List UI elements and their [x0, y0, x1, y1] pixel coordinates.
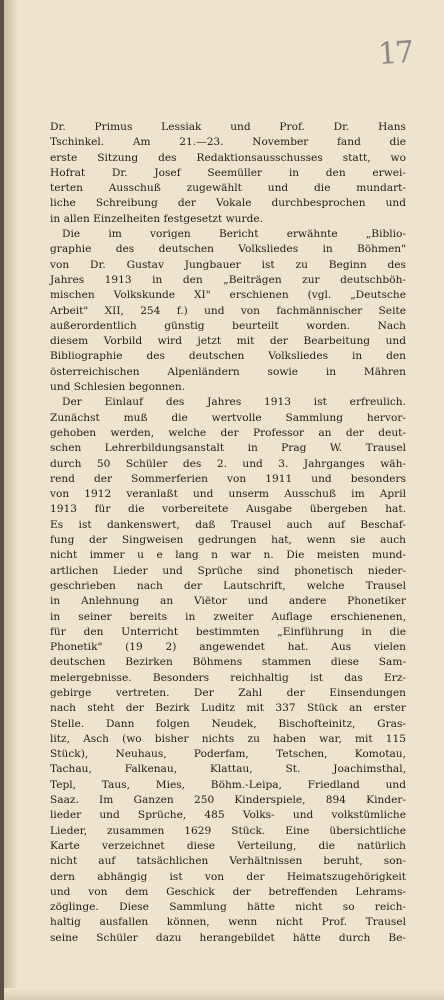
text-line: von 1912 veranlaßt und unserm Ausschuß im April [50, 488, 406, 501]
text-line: von Dr. Gustav Jungbauer ist zu Beginn des [50, 258, 406, 271]
text-line: schen Lehrerbildungsanstalt in Prag W. Trausel [50, 442, 406, 455]
text-line: österreichischen Alpenländern sowie in Mähren [50, 365, 406, 378]
text-line: Jahres 1913 in den „Beiträgen zur deutschböh- [50, 273, 406, 286]
text-line: haltig ausfallen können, wenn nicht Prof. Trausel [50, 916, 406, 929]
text-line: mischen Volkskunde XI" erschienen (vgl. „Deutsche [50, 289, 406, 302]
text-line: gehoben werden, welche der Professor an der deut- [50, 426, 406, 439]
text-line: Hofrat Dr. Josef Seemüller in den erwei- [50, 166, 406, 179]
page-number: 17 [376, 34, 414, 73]
text-line: in seiner bereits in zweiter Auflage erschienenen, [50, 610, 406, 623]
text-line: Lieder, zusammen 1629 Stück. Eine übersichtliche [50, 824, 406, 837]
text-line: und Schlesien begonnen. [50, 381, 186, 394]
text-line: litz, Asch (wo bisher nichts zu haben war, mit 115 [50, 732, 406, 745]
text-line: und von dem Geschick der betreffenden Lehrams- [50, 885, 406, 898]
text-line: Tschinkel. Am 21.—23. November fand die [50, 136, 406, 149]
text-line: seine Schüler dazu herangebildet hätte durch Be- [50, 931, 406, 944]
text-line: gebirge vertreten. Der Zahl der Einsendungen [50, 686, 406, 699]
text-line: Phonetik" (19 2) angewendet hat. Aus vielen [50, 641, 406, 654]
text-line: Saaz. Im Ganzen 250 Kinderspiele, 894 Kinder- [50, 794, 406, 807]
text-line: fung der Singweisen gedrungen hat, wenn sie auch [50, 534, 406, 547]
text-line: rend der Sommerferien von 1911 und besonders [50, 472, 406, 485]
text-line: in Anlehnung an Viëtor und andere Phonetiker [50, 595, 406, 608]
body-text [50, 120, 406, 946]
text-line: erste Sitzung des Redaktionsausschusses statt, wo [50, 151, 406, 164]
text-line: melergebnisse. Besonders reichhaltig ist das Erz- [50, 671, 406, 684]
text-line: Tachau, Falkenau, Klattau, St. Joachimsthal, [50, 763, 406, 776]
text-line: dern abhängig ist von der Heimatszugehörigkeit [50, 870, 406, 883]
text-line: Tepl, Taus, Mies, Böhm.-Leipa, Friedland und [50, 778, 406, 791]
text-line: Karte verzeichnet diese Verteilung, die natürlich [50, 839, 406, 852]
text-line: lieder und Sprüche, 485 Volks- und volkstümliche [50, 809, 406, 822]
text-line: Es ist dankenswert, daß Trausel auch auf Beschaf- [50, 518, 406, 531]
text-line: Stelle. Dann folgen Neudek, Bischofteinitz, Gras- [50, 717, 406, 730]
text-line: geschrieben nach der Lautschrift, welche Trausel [50, 579, 406, 592]
text-line: außerordentlich günstig beurteilt worden. Nach [50, 319, 406, 332]
text-line: in allen Einzelheiten festgesetzt wurde. [50, 212, 263, 225]
text-line: nicht auf tatsächlichen Verhältnissen beruht, son- [50, 855, 406, 868]
text-line: artlichen Lieder und Sprüche sind phonetisch nieder- [50, 564, 406, 577]
text-line: Dr. Primus Lessiak und Prof. Dr. Hans [50, 121, 406, 133]
text-line: graphie des deutschen Volksliedes in Böhmen" [50, 243, 406, 256]
text-line: durch 50 Schüler des 2. und 3. Jahrganges wäh- [50, 457, 406, 470]
text-line: Die im vorigen Bericht erwähnte „Biblio- [62, 228, 406, 241]
page-binding-shadow [4, 0, 18, 1000]
text-line: zöglinge. Diese Sammlung hätte nicht so reich- [50, 901, 406, 914]
text-line: diesem Vorbild wird jetzt mit der Bearbeitung und [50, 335, 406, 348]
page-bottom-edge [4, 988, 444, 1000]
text-line: Stück), Neuhaus, Poderfam, Tetschen, Komotau, [50, 748, 406, 761]
text-line: Zunächst muß die wertvolle Sammlung hervor- [50, 411, 406, 424]
text-line: nach steht der Bezirk Luditz mit 337 Stück an erster [50, 702, 406, 715]
text-line: deutschen Bezirken Böhmens stammen diese Sam- [50, 656, 406, 669]
text-line: liche Schreibung der Vokale durchbesprochen und [50, 197, 406, 210]
text-line: terten Ausschuß zugewählt und die mundart- [50, 182, 406, 195]
text-line: Arbeit" XII, 254 f.) und von fachmännischer Seite [50, 304, 406, 317]
text-line: Der Einlauf des Jahres 1913 ist erfreulich. [62, 396, 406, 409]
text-line: für den Unterricht bestimmten „Einführung in die [50, 625, 406, 638]
text-line: nicht immer u e lang n war n. Die meisten mund- [50, 549, 406, 562]
text-line: Bibliographie des deutschen Volksliedes in den [50, 350, 406, 363]
document-page [4, 0, 444, 1000]
text-line: 1913 für die vorbereitete Ausgabe übergeben hat. [50, 503, 406, 516]
